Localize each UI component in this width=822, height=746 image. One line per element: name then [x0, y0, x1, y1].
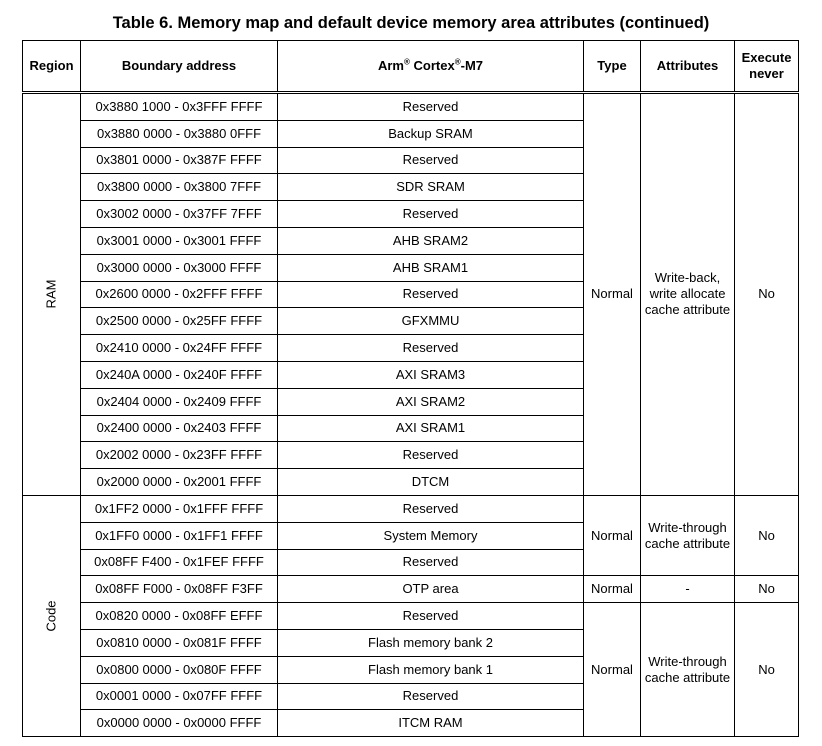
header-type: Type — [584, 41, 641, 93]
ram-attributes-cell: Write-back, write allocate cache attribute — [641, 93, 735, 496]
address-cell: 0x3001 0000 - 0x3001 FFFF — [81, 227, 278, 254]
otp-attributes-cell: - — [641, 576, 735, 603]
registered-mark: ® — [454, 57, 461, 67]
area-cell: AXI SRAM1 — [278, 415, 584, 442]
address-cell: 0x0810 0000 - 0x081F FFFF — [81, 629, 278, 656]
address-cell: 0x3002 0000 - 0x37FF 7FFF — [81, 201, 278, 228]
address-cell: 0x2000 0000 - 0x2001 FFFF — [81, 469, 278, 496]
otp-type-cell: Normal — [584, 576, 641, 603]
table-row — [23, 576, 799, 603]
address-cell: 0x2002 0000 - 0x23FF FFFF — [81, 442, 278, 469]
area-cell: AXI SRAM2 — [278, 388, 584, 415]
area-cell: Reserved — [278, 335, 584, 362]
area-cell: ITCM RAM — [278, 710, 584, 737]
area-cell: DTCM — [278, 469, 584, 496]
area-cell: Reserved — [278, 495, 584, 522]
address-cell: 0x2404 0000 - 0x2409 FFFF — [81, 388, 278, 415]
header-attributes: Attributes — [641, 41, 735, 93]
ram-type-cell: Normal — [584, 93, 641, 496]
address-cell: 0x2500 0000 - 0x25FF FFFF — [81, 308, 278, 335]
address-cell: 0x2410 0000 - 0x24FF FFFF — [81, 335, 278, 362]
area-cell: Reserved — [278, 683, 584, 710]
flash-type-cell: Normal — [584, 603, 641, 737]
region-code-cell — [23, 495, 81, 736]
header-arm: Arm — [377, 58, 404, 73]
header-execute-never: Execute never — [735, 41, 799, 93]
address-cell: 0x240A 0000 - 0x240F FFFF — [81, 361, 278, 388]
address-cell: 0x0000 0000 - 0x0000 FFFF — [81, 710, 278, 737]
code-attributes-cell: Write-through cache attribute — [641, 495, 735, 575]
address-cell: 0x1FF2 0000 - 0x1FFF FFFF — [81, 495, 278, 522]
area-cell: Reserved — [278, 281, 584, 308]
region-ram-label: RAM — [43, 280, 59, 309]
address-cell: 0x0001 0000 - 0x07FF FFFF — [81, 683, 278, 710]
address-cell: 0x1FF0 0000 - 0x1FF1 FFFF — [81, 522, 278, 549]
address-cell: 0x08FF F000 - 0x08FF F3FF — [81, 576, 278, 603]
memory-map-table — [22, 40, 799, 737]
address-cell: 0x3880 1000 - 0x3FFF FFFF — [81, 93, 278, 121]
address-cell: 0x2600 0000 - 0x2FFF FFFF — [81, 281, 278, 308]
area-cell: Reserved — [278, 549, 584, 576]
address-cell: 0x0820 0000 - 0x08FF EFFF — [81, 603, 278, 630]
area-cell: Reserved — [278, 93, 584, 121]
area-cell: SDR SRAM — [278, 174, 584, 201]
area-cell: Backup SRAM — [278, 120, 584, 147]
area-cell: System Memory — [278, 522, 584, 549]
header-m7: -M7 — [460, 58, 483, 73]
area-cell: Reserved — [278, 201, 584, 228]
area-cell: AHB SRAM1 — [278, 254, 584, 281]
region-ram-cell — [23, 93, 81, 496]
header-boundary-address: Boundary address — [81, 41, 278, 93]
flash-execute-never-cell: No — [735, 603, 799, 737]
address-cell: 0x08FF F400 - 0x1FEF FFFF — [81, 549, 278, 576]
ram-execute-never-cell: No — [735, 93, 799, 496]
area-cell: Reserved — [278, 442, 584, 469]
area-cell: GFXMMU — [278, 308, 584, 335]
table-row — [23, 495, 799, 522]
registered-mark: ® — [404, 57, 410, 67]
address-cell: 0x2400 0000 - 0x2403 FFFF — [81, 415, 278, 442]
area-cell: OTP area — [278, 576, 584, 603]
address-cell: 0x3880 0000 - 0x3880 0FFF — [81, 120, 278, 147]
otp-execute-never-cell: No — [735, 576, 799, 603]
table-row — [23, 603, 799, 630]
header-row — [23, 41, 799, 93]
area-cell: Flash memory bank 1 — [278, 656, 584, 683]
area-cell: AXI SRAM3 — [278, 361, 584, 388]
header-cortex: Cortex — [409, 58, 455, 73]
area-cell: Flash memory bank 2 — [278, 629, 584, 656]
table-caption: Table 6. Memory map and default device memory area attributes (continued) — [112, 14, 710, 32]
address-cell: 0x3801 0000 - 0x387F FFFF — [81, 147, 278, 174]
code-type-cell: Normal — [584, 495, 641, 575]
code-execute-never-cell: No — [735, 495, 799, 575]
header-region: Region — [23, 41, 81, 93]
area-cell: AHB SRAM2 — [278, 227, 584, 254]
area-cell: Reserved — [278, 603, 584, 630]
address-cell: 0x3000 0000 - 0x3000 FFFF — [81, 254, 278, 281]
flash-attributes-cell: Write-through cache attribute — [641, 603, 735, 737]
header-arm-cortex-m7 — [278, 41, 584, 93]
address-cell: 0x0800 0000 - 0x080F FFFF — [81, 656, 278, 683]
table-row — [23, 93, 799, 121]
area-cell: Reserved — [278, 147, 584, 174]
region-code-label: Code — [43, 600, 59, 632]
address-cell: 0x3800 0000 - 0x3800 7FFF — [81, 174, 278, 201]
